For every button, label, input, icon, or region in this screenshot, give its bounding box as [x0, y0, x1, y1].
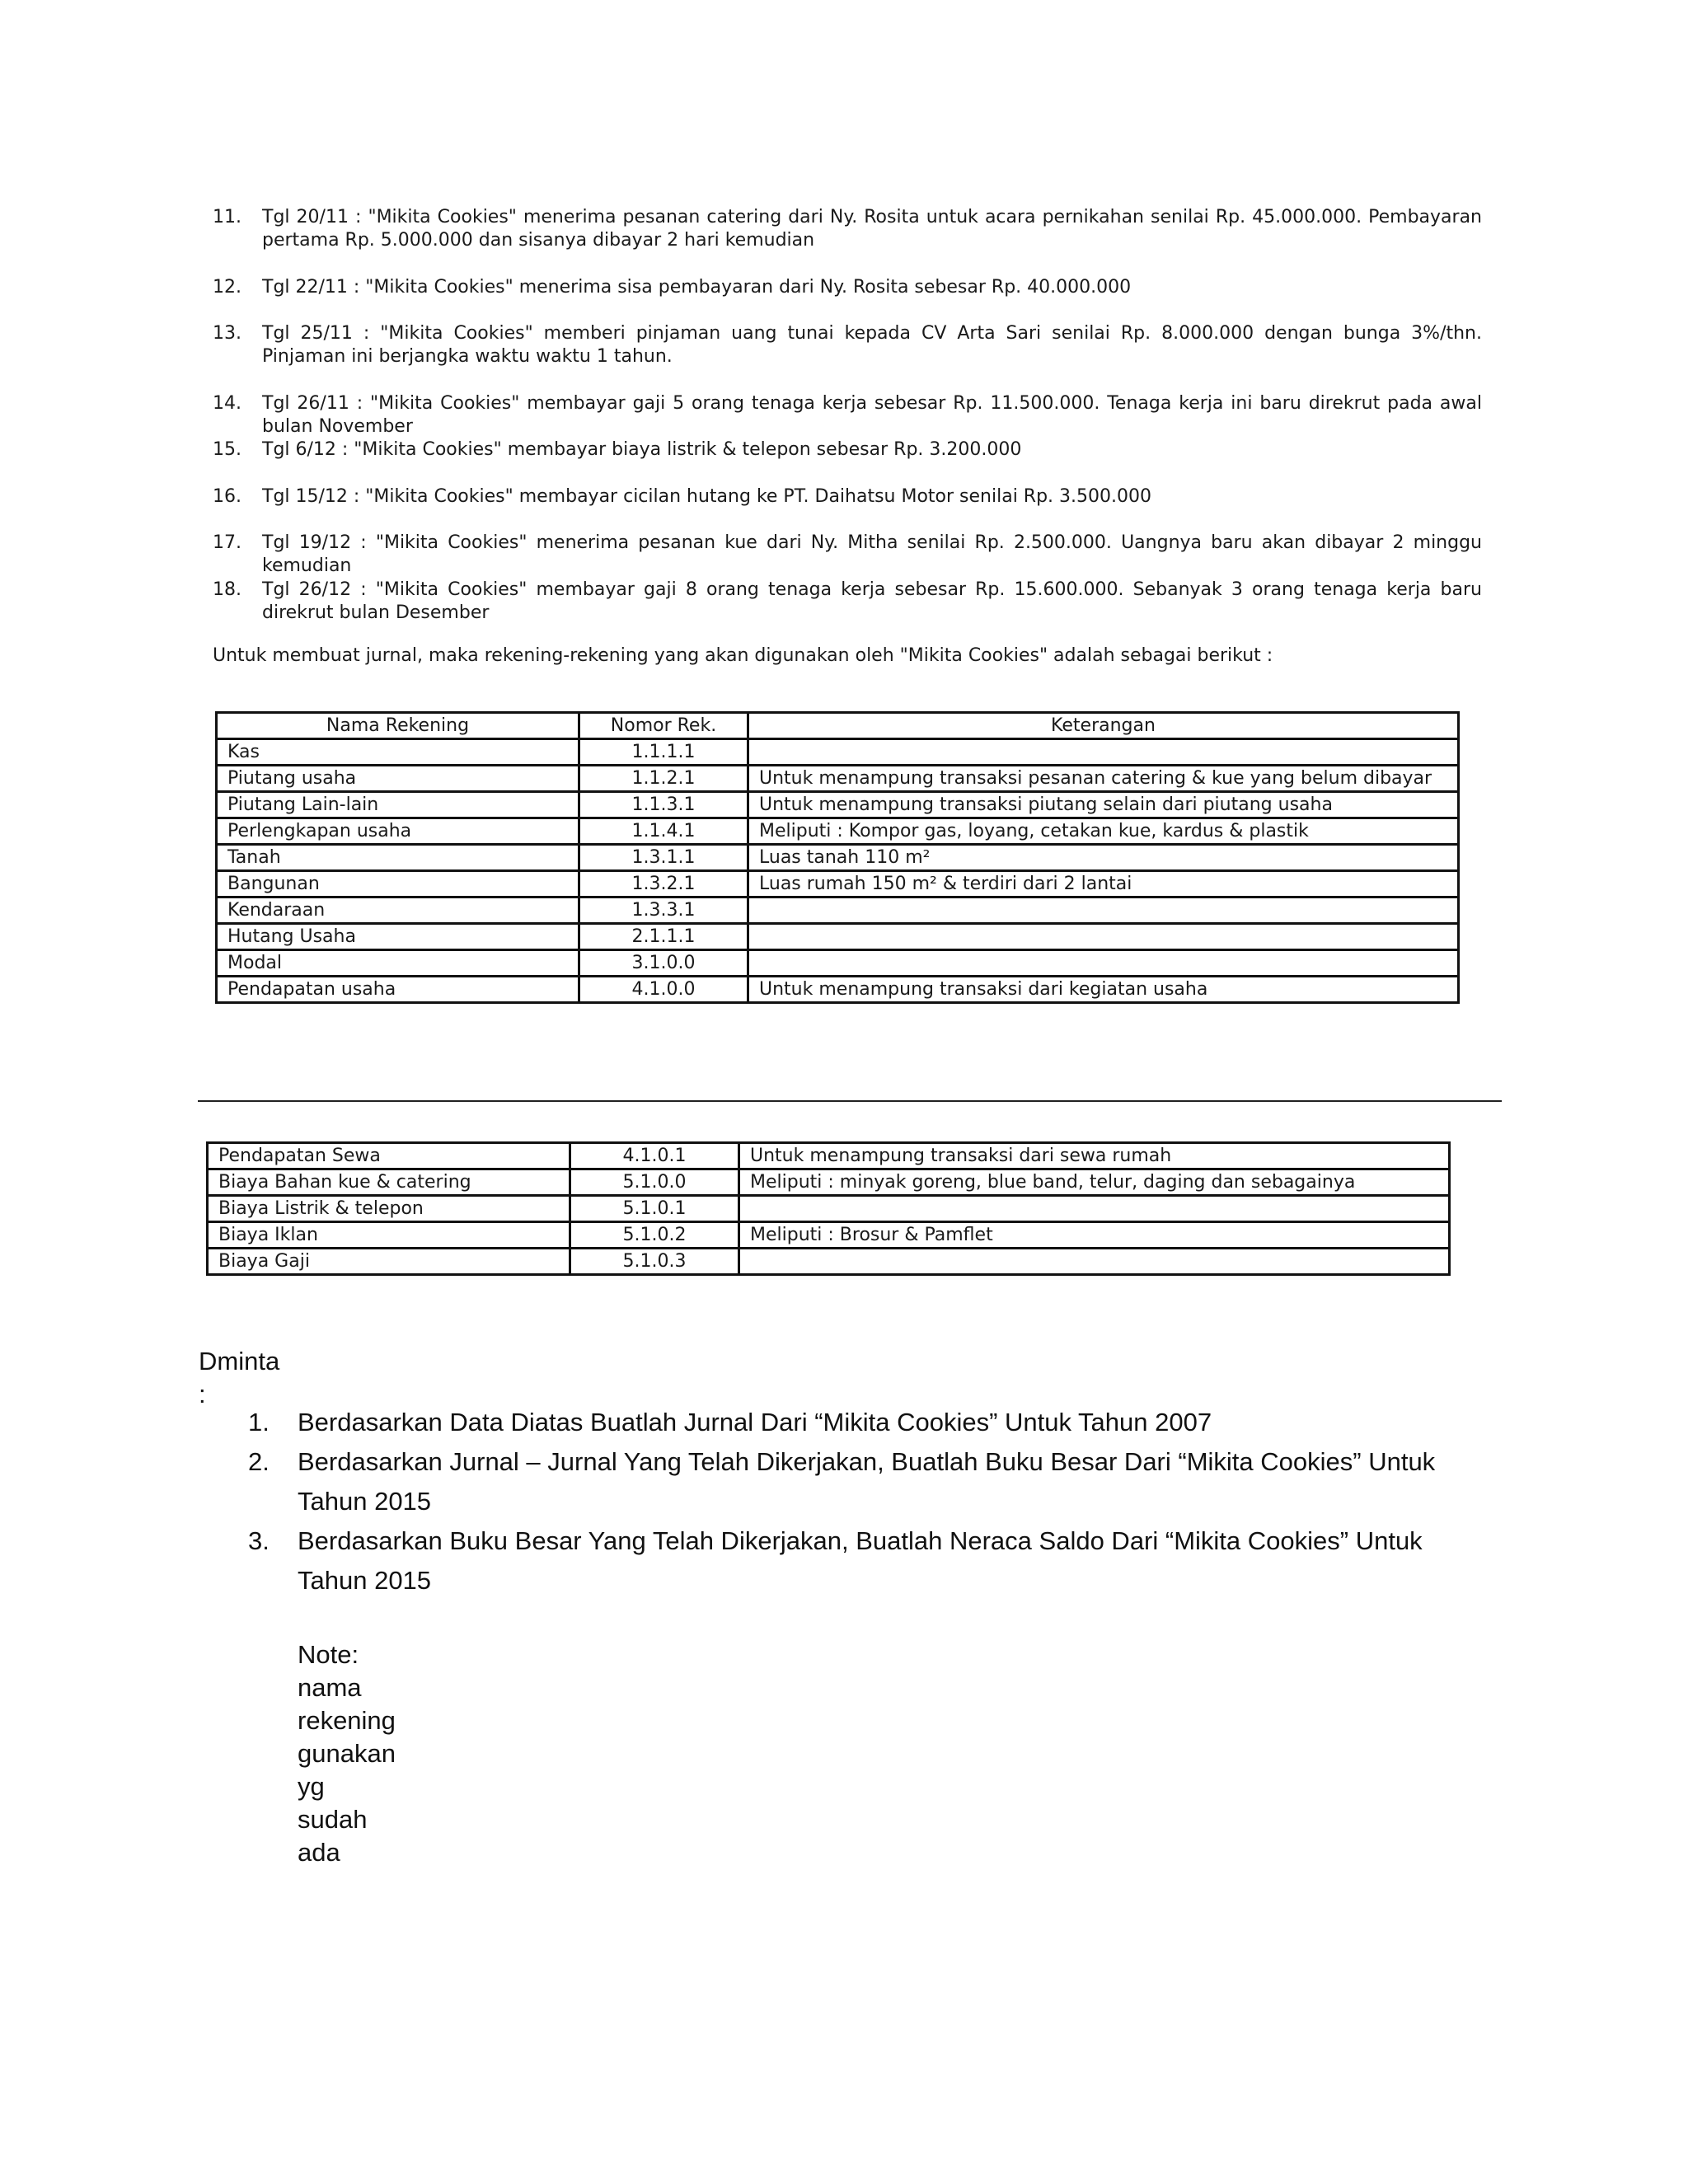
account-name: Piutang Lain-lain [217, 792, 579, 818]
task-text: Berdasarkan Buku Besar Yang Telah Dikerjakan, Buatlah Neraca Saldo Dari “Mikita Cookies” Untuk Tahun 2015 [298, 1526, 1423, 1595]
table-row [208, 1249, 1450, 1275]
account-description: Luas tanah 110 m² [748, 845, 1459, 871]
account-description [748, 898, 1459, 924]
task-number: 2. [248, 1447, 270, 1476]
item-number: 15. [213, 439, 241, 460]
account-description [739, 1249, 1450, 1275]
account-number: 4.1.0.1 [570, 1143, 739, 1169]
task-text: Berdasarkan Jurnal – Jurnal Yang Telah Dikerjakan, Buatlah Buku Besar Dari “Mikita Cookies” Untuk Tahun 2015 [298, 1447, 1436, 1516]
account-description [748, 739, 1459, 766]
header-account-number: Nomor Rek. [579, 713, 748, 739]
item-number: 12. [213, 277, 241, 298]
account-name: Tanah [217, 845, 579, 871]
account-name: Kas [217, 739, 579, 766]
table-row [217, 977, 1459, 1003]
table-row [208, 1169, 1450, 1196]
account-number: 5.1.0.0 [570, 1169, 739, 1196]
table-row [217, 871, 1459, 898]
transaction-item [213, 206, 1482, 252]
item-text: Tgl 19/12 : "Mikita Cookies" menerima pesanan kue dari Ny. Mitha senilai Rp. 2.500.000. Uangnya baru akan dibayar 2 minggu kemudian [262, 532, 1482, 576]
table-row [217, 739, 1459, 766]
account-description: Meliputi : Brosur & Pamflet [739, 1222, 1450, 1249]
account-description: Untuk menampung transaksi dari sewa rumah [739, 1143, 1450, 1169]
account-name: Pendapatan Sewa [208, 1143, 570, 1169]
page-divider-line [198, 1100, 1502, 1102]
item-text: Tgl 26/12 : "Mikita Cookies" membayar gaji 8 orang tenaga kerja sebesar Rp. 15.600.000. Sebanyak 3 orang tenaga kerja baru direkrut bulan Desember [262, 579, 1482, 623]
table-row [217, 924, 1459, 950]
account-description: Untuk menampung transaksi piutang selain dari piutang usaha [748, 792, 1459, 818]
transaction-item [213, 532, 1482, 578]
account-name: Bangunan [217, 871, 579, 898]
dminta-heading: Dminta : [199, 1347, 280, 1408]
transaction-item [213, 579, 1482, 625]
account-name: Piutang usaha [217, 766, 579, 792]
item-number: 16. [213, 486, 241, 507]
account-number: 3.1.0.0 [579, 950, 748, 977]
account-description: Meliputi : minyak goreng, blue band, telur, daging dan sebagainya [739, 1169, 1450, 1196]
transaction-item [213, 276, 1482, 299]
account-name: Perlengkapan usaha [217, 818, 579, 845]
account-description: Untuk menampung transaksi dari kegiatan usaha [748, 977, 1459, 1003]
account-number: 1.1.2.1 [579, 766, 748, 792]
account-number: 1.3.1.1 [579, 845, 748, 871]
account-number: 1.1.3.1 [579, 792, 748, 818]
table-row [217, 766, 1459, 792]
table-row [217, 898, 1459, 924]
task-list [199, 1403, 1484, 1601]
account-number: 5.1.0.2 [570, 1222, 739, 1249]
item-number: 17. [213, 532, 241, 553]
account-name: Biaya Bahan kue & catering [208, 1169, 570, 1196]
intro-text: Untuk membuat jurnal, maka rekening-rekening yang akan digunakan oleh "Mikita Cookies" adalah sebagai berikut : [213, 645, 1273, 666]
table-row [208, 1143, 1450, 1169]
account-number: 5.1.0.1 [570, 1196, 739, 1222]
item-text: Tgl 22/11 : "Mikita Cookies" menerima sisa pembayaran dari Ny. Rosita sebesar Rp. 40.000.000 [262, 277, 1132, 298]
account-description [748, 950, 1459, 977]
task-item [199, 1403, 1484, 1442]
item-text: Tgl 25/11 : "Mikita Cookies" memberi pinjaman uang tunai kepada CV Arta Sari senilai Rp. 8.000.000 dengan bunga 3%/thn. Pinjaman ini berjangka waktu waktu 1 tahun. [262, 323, 1482, 367]
item-text: Tgl 26/11 : "Mikita Cookies" membayar gaji 5 orang tenaga kerja sebesar Rp. 11.500.000. Tenaga kerja ini baru direkrut pada awal bulan November [262, 393, 1482, 437]
table-row [217, 950, 1459, 977]
account-number: 4.1.0.0 [579, 977, 748, 1003]
account-number: 1.1.1.1 [579, 739, 748, 766]
item-number: 18. [213, 579, 241, 600]
item-number: 11. [213, 207, 241, 227]
item-number: 14. [213, 393, 241, 414]
account-name: Biaya Listrik & telepon [208, 1196, 570, 1222]
account-name: Hutang Usaha [217, 924, 579, 950]
account-description: Luas rumah 150 m² & terdiri dari 2 lantai [748, 871, 1459, 898]
item-text: Tgl 20/11 : "Mikita Cookies" menerima pesanan catering dari Ny. Rosita untuk acara pernikahan senilai Rp. 45.000.000. Pembayaran pertama Rp. 5.000.000 dan sisanya dibayar 2 hari kemudian [262, 207, 1482, 251]
accounts-table [215, 711, 1460, 1004]
account-number: 1.3.2.1 [579, 871, 748, 898]
account-number: 1.1.4.1 [579, 818, 748, 845]
table-row [217, 818, 1459, 845]
table-row [217, 845, 1459, 871]
account-number: 5.1.0.3 [570, 1249, 739, 1275]
header-account-name: Nama Rekening [217, 713, 579, 739]
account-name: Modal [217, 950, 579, 977]
task-number: 3. [248, 1526, 270, 1555]
task-item [199, 1521, 1484, 1601]
transaction-item [213, 485, 1482, 509]
account-number: 1.3.3.1 [579, 898, 748, 924]
account-name: Biaya Iklan [208, 1222, 570, 1249]
account-name: Pendapatan usaha [217, 977, 579, 1003]
item-number: 13. [213, 323, 241, 344]
item-text: Tgl 6/12 : "Mikita Cookies" membayar biaya listrik & telepon sebesar Rp. 3.200.000 [262, 439, 1022, 460]
table-row [208, 1222, 1450, 1249]
transaction-item [213, 438, 1482, 462]
account-name: Kendaraan [217, 898, 579, 924]
transaction-item [213, 322, 1482, 368]
intro-paragraph [213, 644, 1482, 668]
account-description: Untuk menampung transaksi pesanan catering & kue yang belum dibayar [748, 766, 1459, 792]
table-row [208, 1196, 1450, 1222]
task-text: Berdasarkan Data Diatas Buatlah Jurnal Dari “Mikita Cookies” Untuk Tahun 2007 [298, 1408, 1212, 1436]
task-item [199, 1442, 1484, 1521]
account-description [748, 924, 1459, 950]
account-name: Biaya Gaji [208, 1249, 570, 1275]
item-text: Tgl 15/12 : "Mikita Cookies" membayar cicilan hutang ke PT. Daihatsu Motor senilai Rp. 3.500.000 [262, 486, 1152, 507]
transaction-item [213, 392, 1482, 438]
account-number: 2.1.1.1 [579, 924, 748, 950]
account-description [739, 1196, 1450, 1222]
header-description: Keterangan [748, 713, 1459, 739]
accounts-table-continued [206, 1141, 1451, 1276]
task-number: 1. [248, 1408, 270, 1436]
account-description: Meliputi : Kompor gas, loyang, cetakan kue, kardus & plastik [748, 818, 1459, 845]
table-header-row [217, 713, 1459, 739]
note-text: Note: nama rekening gunakan yg sudah ada [298, 1640, 396, 1867]
table-row [217, 792, 1459, 818]
